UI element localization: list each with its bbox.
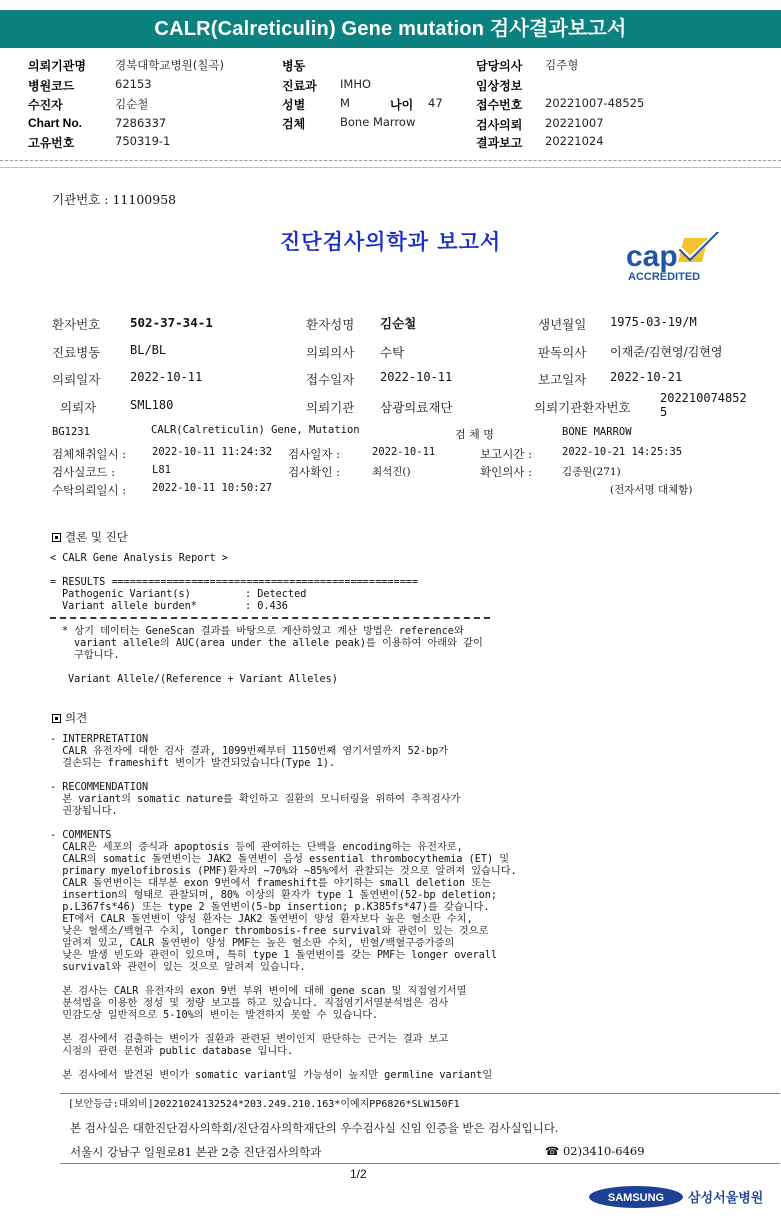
samsung-logo-text: SAMSUNG <box>607 1192 665 1204</box>
results-divider <box>50 617 490 619</box>
unique-label: 고유번호 <box>28 136 75 150</box>
lab-code-value: L81 <box>152 464 171 476</box>
allele-burden-value: : 0.436 <box>245 601 288 612</box>
consign-time-value: 2022-10-11 10:50:27 <box>152 482 273 494</box>
opinion-line: p.L367fs*46) 또는 type 2 돌연변이(5-bp insertion; p.K385fs*47)를 갖습니다. <box>50 902 490 913</box>
patient-id-label: 환자번호 <box>52 317 101 332</box>
opinion-section-heading <box>52 710 87 726</box>
results-header: = RESULTS ================================================== <box>50 577 419 588</box>
opinion-line: 본 검사에서 검출하는 변이가 질환과 관련된 변이인지 판단하는 근거는 결과 보고 <box>50 1034 449 1045</box>
opinion-line: 시점의 관련 문헌과 public database 입니다. <box>50 1046 294 1057</box>
test-date-label: 검사일자 : <box>288 447 340 461</box>
samsung-logo-badge <box>588 1185 684 1209</box>
test-code: BG1231 <box>52 426 90 438</box>
unique-value: 750319-1 <box>115 134 171 148</box>
age-label: 나이 <box>390 98 414 112</box>
req-doctor-value: 수탁 <box>380 345 405 360</box>
allele-burden-label: Variant allele burden* <box>62 601 197 612</box>
ward-value-2: BL/BL <box>130 343 167 357</box>
section-square-icon <box>52 533 61 542</box>
consign-time-label: 수탁의뢰일시 : <box>52 483 127 497</box>
age-value: 47 <box>428 96 443 110</box>
org-number <box>52 190 176 208</box>
chart-label: Chart No. <box>28 116 82 130</box>
dob-label: 생년월일 <box>538 317 587 332</box>
opinion-line: 민감도상 일반적으로 5-10%의 변이는 발견하지 못할 수 있습니다. <box>50 1010 379 1021</box>
opinion-line: CALR은 세포의 증식과 apoptosis 등에 관여하는 단백을 encoding하는 유전자로, <box>50 842 463 853</box>
opinion-line: CALR 돌연변이는 대부분 exon 9번에서 frameshift를 야기하는 small deletion 또는 <box>50 878 491 889</box>
org-number-value: 11100958 <box>112 192 177 207</box>
cap-logo-subtext: ACCREDITED <box>628 271 701 283</box>
inst-patient-no-value-cont: 5 <box>660 405 668 419</box>
report-time-label: 보고시간 : <box>480 447 532 461</box>
opinion-line: 본 variant의 somatic nature를 확인하고 질환의 모니터링을 위하여 추적검사가 <box>50 794 461 805</box>
rpt-date-value: 2022-10-21 <box>610 370 683 384</box>
rcv-date-label: 접수일자 <box>306 372 355 387</box>
requester-value: SML180 <box>130 398 174 412</box>
specimen-name-label: 검 체 명 <box>455 428 494 441</box>
clinical-label: 임상정보 <box>476 79 523 93</box>
receipt-label: 접수번호 <box>476 98 523 112</box>
opinion-line: 낮은 발생 빈도와 관련이 있으며, 특히 type 1 돌연변이를 갖는 PMF는 longer overall <box>50 950 498 961</box>
results-note-line-1: * 상기 데이터는 GeneScan 결과를 바탕으로 계산하였고 계산 방법은 reference와 <box>62 626 464 637</box>
collect-time-label: 검체채취일시 : <box>52 447 127 461</box>
lab-phone: ☎ 02)3410-6469 <box>545 1144 645 1158</box>
results-section-title: 결론 및 진단 <box>65 530 128 544</box>
dept-label: 진료과 <box>282 79 317 93</box>
opinion-line: survival와 관련이 있는 것으로 알려져 있습니다. <box>50 962 306 973</box>
pathogenic-variant-value: : Detected <box>245 589 307 600</box>
dob-value: 1975-03-19/M <box>610 315 697 329</box>
hospital-value: 경북대학교병원(칠곡) <box>115 58 224 72</box>
opinion-line: primary myelofibrosis (PMF)환자의 ~70%와 ~85%에서 관찰되는 것으로 알려져 있습니다. <box>50 866 517 877</box>
doctor-value: 김주형 <box>545 58 579 72</box>
certification-note: 본 검사실은 대한진단검사의학회/진단검사의학재단의 우수검사실 신임 인증을 받은 검사실입니다. <box>70 1121 559 1135</box>
ward-label: 병동 <box>282 59 306 73</box>
inst-patient-no-value: 202210074852 <box>660 391 747 405</box>
report-time-value: 2022-10-21 14:25:35 <box>562 446 683 458</box>
hospital-label: 의뢰기관명 <box>28 59 86 73</box>
request-label: 검사의뢰 <box>476 118 523 132</box>
req-inst-label: 의뢰기관 <box>306 400 355 415</box>
req-date-value: 2022-10-11 <box>130 370 203 384</box>
report-banner-title: CALR(Calreticulin) Gene mutation 검사결과보고서 <box>0 10 781 48</box>
opinion-line: CALR의 somatic 돌연변이는 JAK2 돌연변이 음성 essential thrombocythemia (ET) 및 <box>50 854 510 865</box>
req-date-label: 의뢰일자 <box>52 372 101 387</box>
req-doctor-label: 의뢰의사 <box>306 345 355 360</box>
rcv-date-value: 2022-10-11 <box>380 370 453 384</box>
results-section-heading <box>52 529 128 545</box>
specimen-value: Bone Marrow <box>340 115 416 129</box>
allele-burden-formula: Variant Allele/(Reference + Variant Alleles) <box>68 674 338 685</box>
report-value: 20221024 <box>545 134 604 148</box>
opinion-line: 권장됩니다. <box>50 806 118 817</box>
inst-patient-no-label: 의뢰기관환자번호 <box>534 400 631 415</box>
header-separator <box>0 160 781 161</box>
lab-address: 서울시 강남구 일원로81 본관 2층 진단검사의학과 <box>70 1145 322 1159</box>
esign-note: (전자서명 대체함) <box>610 484 693 496</box>
hosp-code-label: 병원코드 <box>28 79 75 93</box>
lab-code-label: 검사실코드 : <box>52 465 116 479</box>
header-separator-2 <box>0 167 781 168</box>
results-note-line-2: variant allele의 AUC(area under the allele peak)를 이용하여 아래와 같이 <box>74 638 483 649</box>
opinion-line: 낮은 혈색소/백혈구 수치, longer thrombosis-free survival와 관련이 있는 것으로 <box>50 926 489 937</box>
opinion-line: 알려져 있고, CALR 돌연변이 양성 PMF는 높은 혈소판 수치, 빈혈/백혈구증가증의 <box>50 938 455 949</box>
footer-top-rule <box>60 1093 780 1094</box>
opinion-line: - RECOMMENDATION <box>50 782 149 793</box>
patient-label: 수진자 <box>28 98 63 112</box>
receipt-value: 20221007-48525 <box>545 96 645 110</box>
org-number-label: 기관번호 : <box>52 192 109 207</box>
collect-time-value: 2022-10-11 11:24:32 <box>152 446 273 458</box>
reading-doctor-value: 이재준/김현영/김현영 <box>610 345 723 359</box>
opinion-line: 결손되는 frameshift 변이가 발견되었습니다(Type 1). <box>50 758 335 769</box>
test-name: CALR(Calreticulin) Gene, Mutation <box>151 424 360 436</box>
samsung-hospital-name: 삼성서울병원 <box>688 1191 764 1206</box>
patient-name-value: 김순철 <box>380 316 417 331</box>
hosp-code-value: 62153 <box>115 77 152 91</box>
footer-bottom-rule <box>60 1163 780 1164</box>
opinion-line: ET에서 CALR 돌연변이 양성 환자는 JAK2 돌연변이 양성 환자보다 높은 혈소판 수치, <box>50 914 473 925</box>
results-note-line-3: 구합니다. <box>74 650 120 661</box>
patient-id-value: 502-37-34-1 <box>130 315 213 330</box>
sex-value: M <box>340 96 350 110</box>
chart-value: 7286337 <box>115 116 167 130</box>
confirm-doctor-label: 확인의사 : <box>480 465 532 479</box>
ward-label-2: 진료병동 <box>52 345 101 360</box>
test-confirm-value: 최석진() <box>372 466 411 478</box>
patient-value: 김순철 <box>115 97 149 111</box>
report-label: 결과보고 <box>476 136 523 150</box>
security-line: [보안등급:대외비]20221024132524*203.249.210.163*이예지PP6826*SLW150F1 <box>68 1099 460 1110</box>
opinion-line: 분석법을 이용한 정성 및 정량 보고를 하고 있습니다. 직접염기서열분석법은 검사 <box>50 998 449 1009</box>
opinion-line: - COMMENTS <box>50 830 112 841</box>
section-square-icon <box>52 714 61 723</box>
opinion-line: 본 검사는 CALR 유전자의 exon 9번 부위 변이에 대해 gene scan 및 직접염기서열 <box>50 986 467 997</box>
test-confirm-label: 검사확인 : <box>288 465 340 479</box>
confirm-doctor-value: 김종원(271) <box>562 466 621 478</box>
page-number: 1/2 <box>350 1167 367 1181</box>
opinion-line: 본 검사에서 발견된 변이가 somatic variant일 가능성이 높지만 germline variant일 <box>50 1070 493 1081</box>
specimen-label: 검체 <box>282 117 306 131</box>
opinion-line: insertion의 형태로 관찰되며, 80% 이상의 환자가 type 1 돌연변이(52-bp deletion; <box>50 890 498 901</box>
requester-label: 의뢰자 <box>60 400 97 415</box>
specimen-name-value: BONE MARROW <box>562 426 632 438</box>
report-title: 진단검사의학과 보고서 <box>280 229 502 254</box>
opinion-section-title: 의견 <box>65 711 88 725</box>
rpt-date-label: 보고일자 <box>538 372 587 387</box>
pathogenic-variant-label: Pathogenic Variant(s) <box>62 589 191 600</box>
cap-accredited-logo <box>622 232 734 284</box>
opinion-line: CALR 유전자에 대한 검사 결과, 1099번째부터 1150번째 염기서열까지 52-bp가 <box>50 746 449 757</box>
report-name: < CALR Gene Analysis Report > <box>50 553 228 564</box>
req-inst-value: 삼광의료재단 <box>380 400 453 415</box>
reading-doctor-label: 판독의사 <box>538 345 587 360</box>
doctor-label: 담당의사 <box>476 59 523 73</box>
request-value: 20221007 <box>545 116 604 130</box>
sex-label: 성별 <box>282 98 306 112</box>
dept-value: IMHO <box>340 77 372 91</box>
cap-logo-text: cap <box>626 240 678 273</box>
test-date-value: 2022-10-11 <box>372 446 436 458</box>
patient-name-label: 환자성명 <box>306 317 355 332</box>
opinion-line: - INTERPRETATION <box>50 734 149 745</box>
